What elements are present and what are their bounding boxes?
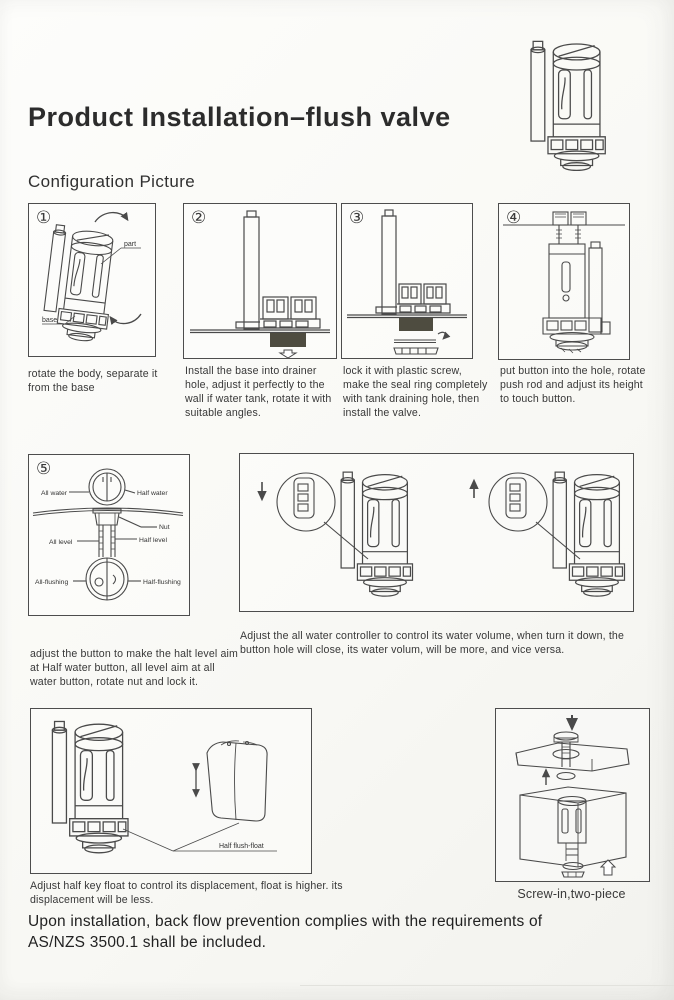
footer-note: Upon installation, back flow prevention complies with the requirements of AS/NZS 3500.1 shall be included. (28, 913, 543, 951)
step-5-diagram (29, 455, 189, 615)
float-caption: Adjust half key float to control its displacement, float is higher. its displacement will be less. (30, 880, 343, 906)
step-5-panel (28, 454, 190, 616)
step-2-diagram (184, 204, 336, 358)
half-level-label: Half level (139, 537, 167, 544)
step-3-panel (341, 203, 473, 359)
nut-label: Nut (159, 524, 170, 531)
down-arrow-icon (280, 350, 296, 358)
water-volume-adjust-panel (239, 453, 634, 612)
step-1-panel (28, 203, 156, 357)
float-diagram (31, 709, 311, 873)
screw-in-caption: Screw-in,two-piece (517, 887, 626, 901)
lock-nut (394, 348, 438, 354)
all-level-label: All level (49, 539, 73, 546)
screw-in-diagram (496, 709, 649, 881)
part-label: part (124, 241, 137, 248)
step-2-caption: Install the base into drainer hole, adjust it perfectly to the wall if water tank, rotate it with suitable angles. (185, 365, 332, 419)
adjust-diagram (240, 454, 633, 611)
seal-ring (394, 340, 436, 343)
step-4-caption: put button into the hole, rotate push rod and adjust its height to touch button. (500, 365, 646, 405)
step-4-number: ④ (506, 208, 522, 227)
step-5-number: ⑤ (36, 459, 52, 478)
step-3-caption: lock it with plastic screw, make the seal ring completely with tank draining hole, then install the valve. (343, 365, 488, 419)
all-water-label: All water (41, 490, 68, 497)
float-part (207, 741, 267, 821)
rotate-arrow-icon (438, 332, 446, 338)
half-water-label: Half water (137, 490, 168, 497)
section-subtitle: Configuration Picture (28, 172, 196, 191)
half-flush-float-label: Half flush-float (219, 843, 264, 850)
half-flushing-label: Half-flushing (143, 579, 181, 586)
step-1-caption: rotate the body, separate it from the base (28, 368, 158, 394)
rotate-arrow-icon (95, 213, 127, 222)
step-3-number: ③ (349, 208, 365, 227)
step-3-diagram (342, 204, 472, 358)
step-1-number: ① (36, 208, 52, 227)
adjust-caption: Adjust the all water controller to control its water volume, when turn it down, the button hole will close, its water volum, will be more, and vice versa. (240, 630, 624, 656)
step-4-panel (498, 203, 630, 360)
seal-block (270, 333, 306, 347)
step-5-caption: adjust the button to make the halt level aim at Half water button, all level aim at all water button, rotate nut and lock it. (30, 648, 238, 688)
screw-in-panel (495, 708, 650, 882)
flush-valve-mini-diagram (522, 35, 627, 175)
step-2-panel (183, 203, 337, 359)
scan-artifact-line (300, 985, 674, 986)
step-2-number: ② (191, 208, 207, 227)
all-flushing-label: All-flushing (35, 579, 69, 586)
base-label: base (42, 317, 58, 324)
step-4-diagram (499, 204, 629, 359)
seal-block (399, 318, 433, 331)
rotate-arrow-icon (111, 314, 141, 324)
half-flush-float-panel (30, 708, 312, 874)
page-title: Product Installation–flush valve (28, 102, 451, 132)
